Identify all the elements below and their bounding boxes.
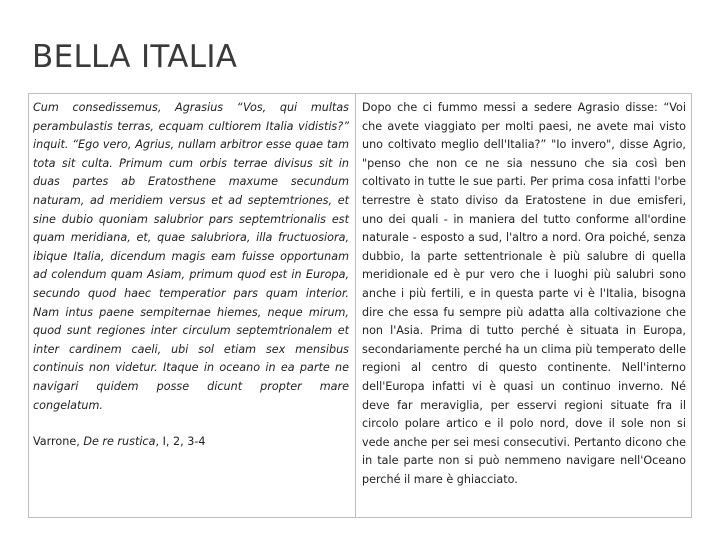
latin-passage: Cum consedissemus, Agrasius “Vos, qui multas perambulastis terras, ecquam cultiorem Italia vidistis?” inquit. “Ego vero, Agrius, nullam arbitror esse quae tam tota sit culta. Primum cum orbis terrae divisus sit in duas partes ab Eratosthene maxume secundum naturam, ad meridiem versus et ad septemtriones, et sine dubio quoniam salubrior pars septemtrionalis est quam meridiana, et, quae salubriora, illa fructuosiora, ibique Italia, dicendum magis eam fuisse opportunam ad colendum quam Asiam, primum quod est in Europa, secundo quod haec temperatior pars quam interior. Nam intus paene sempiternae hiemes, neque mirum, quod sunt regiones inter circulum septemtrionalem et inter cardinem caeli, ubi sol etiam sex mensibus continuis non videtur. Itaque in oceano in ea parte ne navigari quidem posse dicunt propter mare congelatum. [33,101,349,412]
italian-passage: Dopo che ci fummo messi a sedere Agrasio disse: “Voi che avete viaggiato per molti paesi, ne avete mai visto uno coltivato meglio dell'Italia?” "Io invero", disse Agrio, "penso che non ce ne sia nessuno che sia così ben coltivato in tutte le sue parti. Per prima cosa infatti l'orbe terrestre è stato diviso da Eratostene in due emisferi, uno dei quali - in maniera del tutto conforme all'ordine naturale - esposto a sud, l'altro a nord. Ora poiché, senza dubbio, la parte settentrionale è più salubre di quella meridionale ed è pur vero che i luoghi più salubri sono anche i più fertili, e in questa parte vi è l'Italia, bisogna dire che essa fu sempre più adatta alla coltivazione che non l'Asia. Prima di tutto perché è situata in Europa, secondariamente perché ha un clima più temperato delle regioni al centro di questo continente. Nell'interno dell'Europa infatti vi è quasi un continuo inverno. Né deve far meraviglia, per esservi regioni situate fra il circolo polare artico e il polo nord, dove il sole non si vede anche per sei mesi consecutivi. Pertanto dicono che in tale parte non si può nemmeno navigare nell'Oceano perché il mare è ghiacciato. [362,101,686,486]
latin-column [29,94,356,517]
citation-reference: , I, 2, 3-4 [155,435,206,449]
text-table [28,93,692,518]
slide-title: BELLA ITALIA [32,39,238,75]
citation-work: De re rustica [83,435,156,449]
citation [33,433,349,452]
citation-author: Varrone, [33,435,84,449]
italian-column [356,94,691,517]
